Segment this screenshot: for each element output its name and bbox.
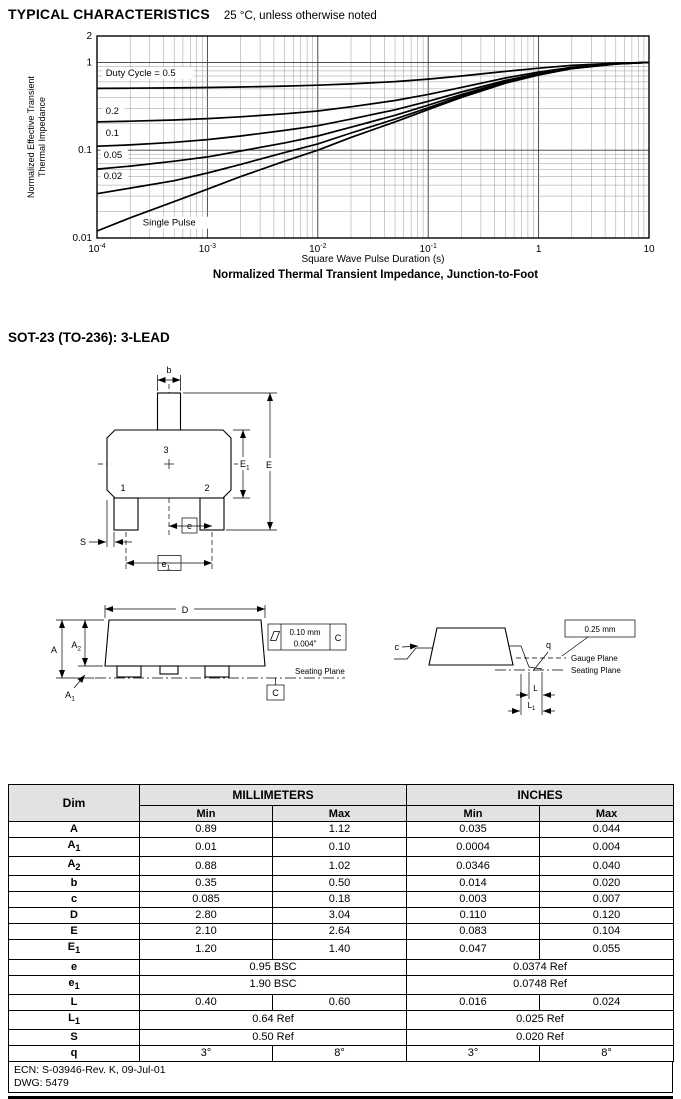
x-tick-label: 10 bbox=[643, 244, 655, 255]
package-side-view bbox=[51, 602, 346, 703]
flatness-mm-label: 0.10 mm bbox=[289, 628, 321, 637]
dim-c-label: c bbox=[394, 642, 399, 652]
value-cell: 0.085 bbox=[140, 892, 273, 908]
dim-D-label: D bbox=[181, 605, 189, 615]
value-cell: 0.50 bbox=[273, 876, 407, 892]
dim-cell: $A_2$ bbox=[9, 857, 140, 876]
y-tick-label: 0.01 bbox=[72, 233, 92, 244]
dim-E1-label: $E_1$ bbox=[240, 459, 250, 472]
dim-cell: S bbox=[9, 1029, 140, 1045]
y-axis-title-line1: Normalized Effective Transient bbox=[26, 76, 36, 198]
seating-plane-label-end: Seating Plane bbox=[571, 666, 621, 675]
value-cell: 2.64 bbox=[273, 924, 407, 940]
dim-cell: D bbox=[9, 908, 140, 924]
dim-A2-label: $A_2$ bbox=[71, 640, 81, 653]
value-cell: 0.40 bbox=[140, 994, 273, 1010]
x-tick-label: $10^{-2}$ bbox=[309, 243, 327, 255]
mm-max-header: Max bbox=[273, 806, 407, 822]
in-max-header: Max bbox=[540, 806, 674, 822]
dim-row-c bbox=[9, 892, 674, 908]
dim-cell: $A_1$ bbox=[9, 838, 140, 857]
value-cell: 0.89 bbox=[140, 822, 273, 838]
dim-L-label: L bbox=[533, 684, 538, 693]
curve-label: Single Pulse bbox=[142, 217, 196, 229]
y-tick-label: 1 bbox=[86, 57, 92, 69]
dim-A-label: A bbox=[50, 645, 57, 655]
y-tick-label: 2 bbox=[86, 31, 92, 42]
package-drawing bbox=[0, 358, 681, 778]
value-cell: 1.02 bbox=[273, 857, 407, 876]
dim-e1 bbox=[126, 556, 212, 572]
dim-cell: e bbox=[9, 959, 140, 975]
dimensions-section bbox=[8, 784, 673, 1099]
value-cell: 0.01 bbox=[140, 838, 273, 857]
dimensions-table bbox=[8, 784, 674, 1062]
value-cell: 0.004 bbox=[540, 838, 674, 857]
pin3-label: 3 bbox=[163, 445, 169, 455]
thermal-impedance-chart bbox=[0, 26, 681, 266]
value-cell: 0.020 Ref bbox=[407, 1029, 674, 1045]
dim-row-l1 bbox=[9, 1010, 674, 1029]
value-cell: 1.20 bbox=[140, 940, 273, 959]
value-cell: 0.18 bbox=[273, 892, 407, 908]
dwg-line: DWG: 5479 bbox=[14, 1076, 69, 1089]
value-cell: 0.95 BSC bbox=[140, 959, 407, 975]
datum-c-label: C bbox=[272, 688, 279, 698]
seating-plane-label: Seating Plane bbox=[295, 667, 345, 676]
pin1-label: 1 bbox=[120, 483, 126, 493]
value-cell: 0.64 Ref bbox=[140, 1010, 407, 1029]
value-cell: 0.044 bbox=[540, 822, 674, 838]
value-cell: 0.083 bbox=[407, 924, 540, 940]
flatness-in-label: 0.004" bbox=[293, 639, 317, 649]
inches-group-header: INCHES bbox=[407, 785, 674, 806]
dim-E-label: E bbox=[266, 460, 273, 470]
dim-row-s bbox=[9, 1029, 674, 1045]
x-tick-label: $10^{-1}$ bbox=[419, 243, 437, 255]
dim-cell: c bbox=[9, 892, 140, 908]
dim-cell: $e_1$ bbox=[9, 975, 140, 994]
value-cell: 0.003 bbox=[407, 892, 540, 908]
y-axis-title-line2: Thermal Impedance bbox=[37, 96, 47, 178]
value-cell: 0.120 bbox=[540, 908, 674, 924]
pin2-label: 2 bbox=[204, 483, 210, 493]
lead-left-gullwing bbox=[394, 648, 433, 659]
package-body-side bbox=[105, 620, 265, 666]
value-cell: 0.0004 bbox=[407, 838, 540, 857]
chart-caption: Normalized Thermal Transient Impedance, Junction-to-Foot bbox=[212, 269, 539, 281]
value-cell: 0.035 bbox=[407, 822, 540, 838]
value-cell: 0.025 Ref bbox=[407, 1010, 674, 1029]
curve-label: 0.05 bbox=[103, 149, 123, 161]
lead-foot-center bbox=[160, 666, 178, 674]
value-cell: 0.047 bbox=[407, 940, 540, 959]
datum-c-box bbox=[267, 678, 284, 700]
value-cell: 3° bbox=[407, 1045, 540, 1061]
dim-A1-label: $A_1$ bbox=[65, 690, 75, 703]
millimeters-group-header: MILLIMETERS bbox=[140, 785, 407, 806]
dim-row-e bbox=[9, 924, 674, 940]
page-title: TYPICAL CHARACTERISTICS bbox=[8, 6, 210, 22]
dim-q-label: q bbox=[546, 640, 552, 650]
x-tick-label: $10^{-4}$ bbox=[88, 243, 106, 255]
dim-cell: A bbox=[9, 822, 140, 838]
curve-label: 0.1 bbox=[105, 128, 119, 139]
value-cell: 1.40 bbox=[273, 940, 407, 959]
mm-min-header: Min bbox=[140, 806, 273, 822]
curve-label: 0.2 bbox=[105, 105, 119, 117]
value-cell: 0.020 bbox=[540, 876, 674, 892]
page-subtitle: 25 °C, unless otherwise noted bbox=[223, 10, 377, 22]
dim-row-e bbox=[9, 959, 674, 975]
ecn-line: ECN: S-03946-Rev. K, 09-Jul-01 bbox=[14, 1063, 166, 1076]
dim-e-label: e bbox=[186, 521, 193, 531]
curve-labels bbox=[101, 67, 210, 229]
value-cell: 0.110 bbox=[407, 908, 540, 924]
in-min-header: Min bbox=[407, 806, 540, 822]
lead-foot-right bbox=[205, 666, 229, 677]
pin1-lead bbox=[114, 498, 138, 530]
value-cell: 0.35 bbox=[140, 876, 273, 892]
package-heading: SOT-23 (TO-236): 3-LEAD bbox=[8, 330, 170, 345]
dim-row-a bbox=[9, 822, 674, 838]
section-header bbox=[8, 6, 377, 24]
dim-cell: b bbox=[9, 876, 140, 892]
dim-q bbox=[533, 640, 551, 671]
package-top-view bbox=[80, 365, 277, 572]
dim-cell: $L_1$ bbox=[9, 1010, 140, 1029]
dim-row-a2 bbox=[9, 857, 674, 876]
flatness-frame bbox=[268, 624, 346, 650]
curve-label: 0.02 bbox=[103, 171, 123, 182]
value-cell: 3.04 bbox=[273, 908, 407, 924]
value-cell: 1.12 bbox=[273, 822, 407, 838]
value-cell: 0.50 Ref bbox=[140, 1029, 407, 1045]
x-tick-label: 1 bbox=[535, 244, 542, 255]
value-cell: 0.014 bbox=[407, 876, 540, 892]
dim-row-e1 bbox=[9, 940, 674, 959]
dim-row-d bbox=[9, 908, 674, 924]
dim-D bbox=[105, 602, 265, 618]
dim-cell: q bbox=[9, 1045, 140, 1061]
value-cell: 1.90 BSC bbox=[140, 975, 407, 994]
pin3-lead bbox=[158, 393, 181, 430]
value-cell: 2.80 bbox=[140, 908, 273, 924]
value-cell: 0.60 bbox=[273, 994, 407, 1010]
dim-cell: $E_1$ bbox=[9, 940, 140, 959]
value-cell: 0.055 bbox=[540, 940, 674, 959]
value-cell: 0.0346 bbox=[407, 857, 540, 876]
x-tick-label: $10^{-3}$ bbox=[198, 243, 217, 255]
gauge-offset-box bbox=[562, 620, 635, 656]
dim-c bbox=[395, 642, 419, 652]
dim-row-e1 bbox=[9, 975, 674, 994]
value-cell: 0.88 bbox=[140, 857, 273, 876]
dim-row-a1 bbox=[9, 838, 674, 857]
dim-L1-label: $L_1$ bbox=[527, 701, 536, 712]
gauge-offset-label: 0.25 mm bbox=[584, 625, 616, 634]
x-axis-title: Square Wave Pulse Duration (s) bbox=[301, 254, 445, 265]
value-cell: 3° bbox=[140, 1045, 273, 1061]
value-cell: 0.040 bbox=[540, 857, 674, 876]
curves bbox=[97, 62, 649, 231]
package-end-view bbox=[394, 620, 635, 715]
value-cell: 0.0748 Ref bbox=[407, 975, 674, 994]
dim-A1 bbox=[65, 675, 85, 703]
value-cell: 0.104 bbox=[540, 924, 674, 940]
value-cell: 0.0374 Ref bbox=[407, 959, 674, 975]
dim-row-b bbox=[9, 876, 674, 892]
lead-foot-left bbox=[117, 666, 141, 677]
revision-box bbox=[8, 1061, 673, 1093]
value-cell: 0.10 bbox=[273, 838, 407, 857]
value-cell: 8° bbox=[540, 1045, 674, 1061]
value-cell: 0.016 bbox=[407, 994, 540, 1010]
dim-L1 bbox=[508, 674, 555, 715]
value-cell: 0.007 bbox=[540, 892, 674, 908]
y-tick-label: 0.1 bbox=[78, 145, 92, 157]
dim-S-label: S bbox=[79, 537, 86, 547]
package-body-end bbox=[429, 628, 513, 665]
dim-e1-label: $e_1$ bbox=[161, 559, 171, 572]
dim-A2 bbox=[71, 620, 103, 666]
dim-row-l bbox=[9, 994, 674, 1010]
gauge-plane-label: Gauge Plane bbox=[571, 654, 618, 663]
dim-row-q bbox=[9, 1045, 674, 1061]
dim-column-header: Dim bbox=[9, 785, 140, 822]
flatness-datum-label: C bbox=[334, 633, 342, 643]
flatness-symbol-icon bbox=[271, 632, 280, 641]
dim-cell: E bbox=[9, 924, 140, 940]
dim-L bbox=[516, 672, 555, 699]
dim-b-label: b bbox=[166, 365, 172, 375]
pin2-lead bbox=[200, 498, 224, 530]
curve-label: Duty Cycle = 0.5 bbox=[105, 68, 176, 79]
value-cell: 0.024 bbox=[540, 994, 674, 1010]
value-cell: 2.10 bbox=[140, 924, 273, 940]
value-cell: 8° bbox=[273, 1045, 407, 1061]
dim-cell: L bbox=[9, 994, 140, 1010]
